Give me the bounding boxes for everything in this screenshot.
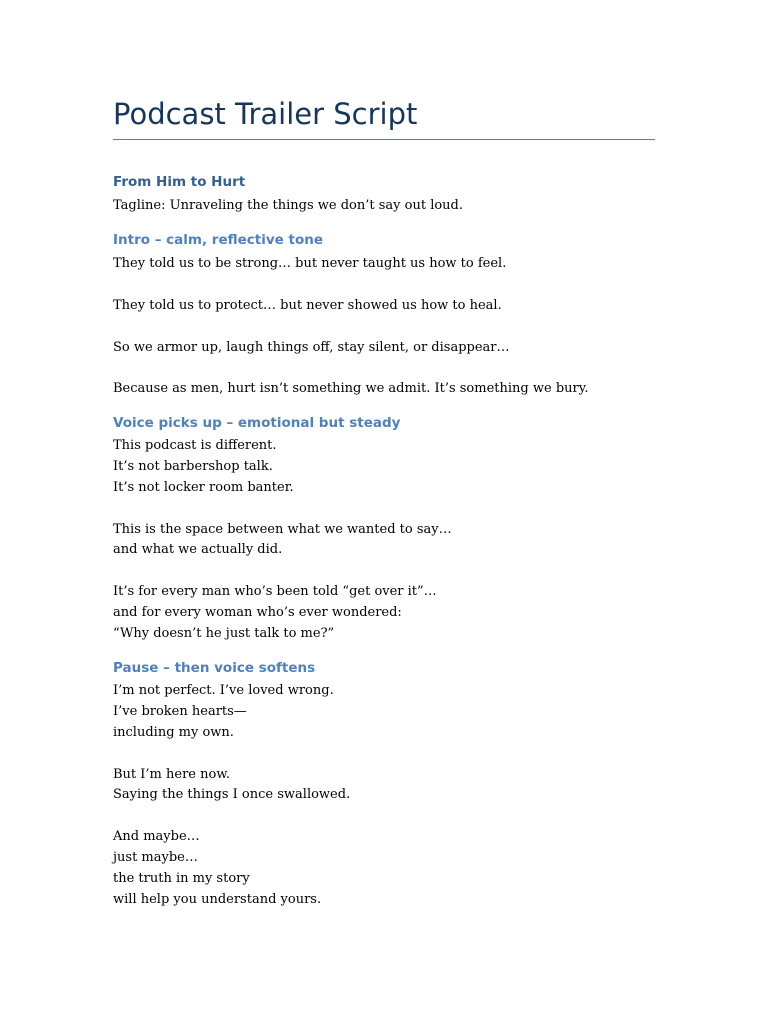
title-divider (113, 139, 655, 140)
script-line: And maybe… (113, 829, 200, 845)
script-line: Because as men, hurt isn’t something we admit. It’s something we bury. (113, 381, 589, 397)
paragraph-gap (113, 358, 588, 379)
section-body-voice-picks-up (113, 436, 452, 645)
script-line: I’ve broken hearts— (113, 703, 247, 719)
script-line: and for every woman who’s ever wondered: (113, 605, 402, 621)
section-body-tagline (113, 196, 463, 217)
tagline-line: Tagline: Unraveling the things we don’t say out loud. (113, 198, 464, 213)
paragraph-gap (113, 806, 350, 827)
paragraph-gap (113, 499, 452, 520)
script-line: But I’m here now. (113, 766, 231, 782)
section-heading-voice-picks-up: Voice picks up – emotional but steady (113, 415, 401, 431)
document-title: Podcast Trailer Script (113, 97, 418, 131)
script-line: So we armor up, laugh things off, stay silent, or disappear… (113, 339, 510, 355)
script-line: the truth in my story (113, 871, 250, 887)
script-line: and what we actually did. (113, 542, 283, 558)
script-line: will help you understand yours. (113, 891, 322, 907)
script-line: including my own. (113, 724, 234, 740)
script-line: just maybe… (113, 850, 198, 866)
paragraph-gap (113, 561, 452, 582)
section-heading-intro: Intro – calm, reflective tone (113, 232, 324, 248)
script-line: They told us to protect… but never showed us how to heal. (113, 297, 502, 313)
script-line: It’s not barbershop talk. (113, 458, 273, 474)
script-line: They told us to be strong… but never taught us how to feel. (113, 256, 507, 271)
section-heading-title: From Him to Hurt (113, 174, 246, 190)
paragraph-gap (113, 275, 588, 296)
section-heading-pause: Pause – then voice softens (113, 660, 316, 676)
paragraph-gap (113, 744, 350, 765)
script-line: It’s not locker room banter. (113, 479, 294, 495)
script-line: This podcast is different. (113, 438, 277, 453)
script-line: Saying the things I once swallowed. (113, 787, 351, 803)
paragraph-gap (113, 317, 588, 338)
script-line: “Why doesn’t he just talk to me?” (113, 626, 335, 642)
script-line: I’m not perfect. I’ve loved wrong. (113, 683, 334, 698)
script-line: This is the space between what we wanted to say… (113, 521, 452, 537)
script-line: It’s for every man who’s been told “get over it”… (113, 584, 437, 600)
section-body-pause (113, 681, 350, 911)
section-body-intro (113, 254, 588, 400)
